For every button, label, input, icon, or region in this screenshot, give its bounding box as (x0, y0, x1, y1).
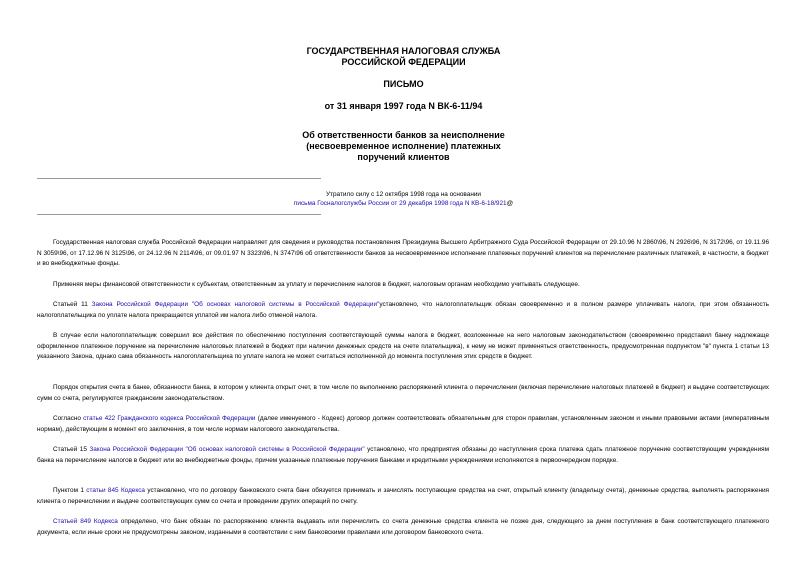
document-type: ПИСЬМО (383, 79, 424, 89)
paragraph-3 (37, 300, 769, 321)
paragraph-3-text: установлено, что налогоплательщик обязан своевременно и в полном размере уплачивать налоги, при этом обязанность налогоплательщика по уплате налога прекращается уплатой им налога либо отменой налога. (37, 301, 769, 319)
civil-code-article-422-link[interactable]: статье 422 Гражданского кодекса Российской Федерации (83, 415, 256, 422)
document-subject-line2: (несвоевременное исполнение) платежных (306, 141, 501, 151)
status-note-suffix: @ (506, 200, 514, 207)
paragraph-7-text: установлено, что предприятия обязаны до наступления срока платежа сдать платежное поручение соответствующим учреждениям банка на перечисление налогов в бюджет или во внебюджетные фонды, причем указанные платежные поручения банками и кредитными учреждениями исполняются в первоочередном порядке. (37, 446, 769, 464)
paragraph-4: В случае если налогоплательщик совершил все действия по обеспечению поступления соответствующей суммы налога в бюджет, возложенные на него налоговым законодательством (своевременно представил банку надлежаще оформленное платежное поручение на перечисление налоговых платежей в бюджет при наличии денежных средств на счете плательщика), к нему не может применяться ответственность, предусмотренная подпунктом "в" пункта 1 статьи 13 указанного Закона, однако сама обязанность налогоплательщика по уплате налога не может считаться исполненной до момента поступления этих средств в бюджет. (37, 332, 769, 361)
paragraph-6 (37, 414, 769, 435)
civil-code-article-849-link[interactable]: Статьей 849 Кодекса (53, 518, 118, 525)
paragraph-7 (37, 445, 769, 466)
document-subject-line3: поручений клиентов (357, 152, 450, 162)
bottom-divider (37, 214, 321, 215)
paragraph-1: Государственная налоговая служба Российской Федерации направляет для сведения и руководства постановления Президиума Высшего Арбитражного Суда Российской Федерации от 29.10.96 N 2860\96, N 2926\96, N 3172\96, от 19.11.96 N 3059\96, от 17.12.96 N 3125\96, от 24.12.96 N 2114\96, от 09.01.97 N 3323\96, N 3747\96 об ответственности банков за несвоевременное исполнение платежных поручений клиентов на перечисление различных платежей, в частности, в бюджет и во внебюджетные фонды. (37, 239, 769, 268)
paragraph-3-lead: Статьей 11 (53, 301, 92, 308)
paragraph-7-lead: Статьей 15 (53, 446, 90, 453)
status-note-line2 (0, 199, 807, 209)
repeal-letter-link[interactable]: письма Госналогслужбы России от 29 декабря 1998 года N КВ-6-18/921 (293, 200, 507, 207)
tax-system-law-link-2[interactable]: Закона Российской Федерации "Об основах налоговой системы в Российской Федерации" (89, 446, 365, 453)
paragraph-9-text: определено, что банк обязан по распоряжению клиента выдавать или перечислить со счета денежные средства клиента не позже дня, следующего за днем поступления в банк соответствующего платежного документа, если иные сроки не предусмотрены законом, изданными в соответствии с ним банковскими правилами или договором банковского счета. (37, 518, 770, 536)
issuing-authority-line2: РОССИЙСКОЙ ФЕДЕРАЦИИ (341, 57, 466, 67)
paragraph-8 (37, 486, 769, 507)
paragraph-2: Применяя меры финансовой ответственности к субъектам, ответственным за уплату и перечисление налогов в бюджет, налоговым органам необходимо учитывать следующее. (53, 281, 580, 288)
status-note-line1: Утратило силу с 12 октября 1998 года на основании (326, 191, 481, 198)
tax-system-law-link[interactable]: Закона Российской Федерации "Об основах налоговой системы в Российской Федерации" (91, 301, 380, 308)
issuing-authority-line1: ГОСУДАРСТВЕННАЯ НАЛОГОВАЯ СЛУЖБА (306, 46, 501, 56)
paragraph-8-text: установлено, что по договору банковского счета банк обязуется принимать и зачислять поступающие средства на счет, открытый клиенту (владельцу счета), денежные средства, выполнять распоряжения клиента о перечислении и выдаче соответствующих сумм со счета и проведении других операций по счету. (37, 487, 769, 505)
paragraph-5: Порядок открытия счета в банке, обязанности банка, в котором у клиента открыт счет, в том числе по выполнению распоряжений клиента о перечислении (включая перечисление налоговых платежей в бюджет) и выдаче соответствующих сумм со счета, регулируются гражданским законодательством. (37, 384, 769, 402)
paragraph-6-lead: Согласно (53, 415, 84, 422)
paragraph-9 (37, 517, 769, 538)
document-date-number: от 31 января 1997 года N ВК-6-11/94 (324, 101, 483, 111)
paragraph-6-text: (далее именуемого - Кодекс) договор должен соответствовать обязательным для сторон правилам, установленным законом и иными правовыми актами (императивным нормам), действующим в момент его заключения, в том числе нормам налогового законодательства. (37, 415, 769, 433)
civil-code-article-845-link[interactable]: статьи 845 Кодекса (86, 487, 145, 494)
paragraph-8-lead: Пунктом 1 (53, 487, 87, 494)
document-subject-line1: Об ответственности банков за неисполнение (302, 130, 505, 140)
top-divider (37, 178, 321, 179)
